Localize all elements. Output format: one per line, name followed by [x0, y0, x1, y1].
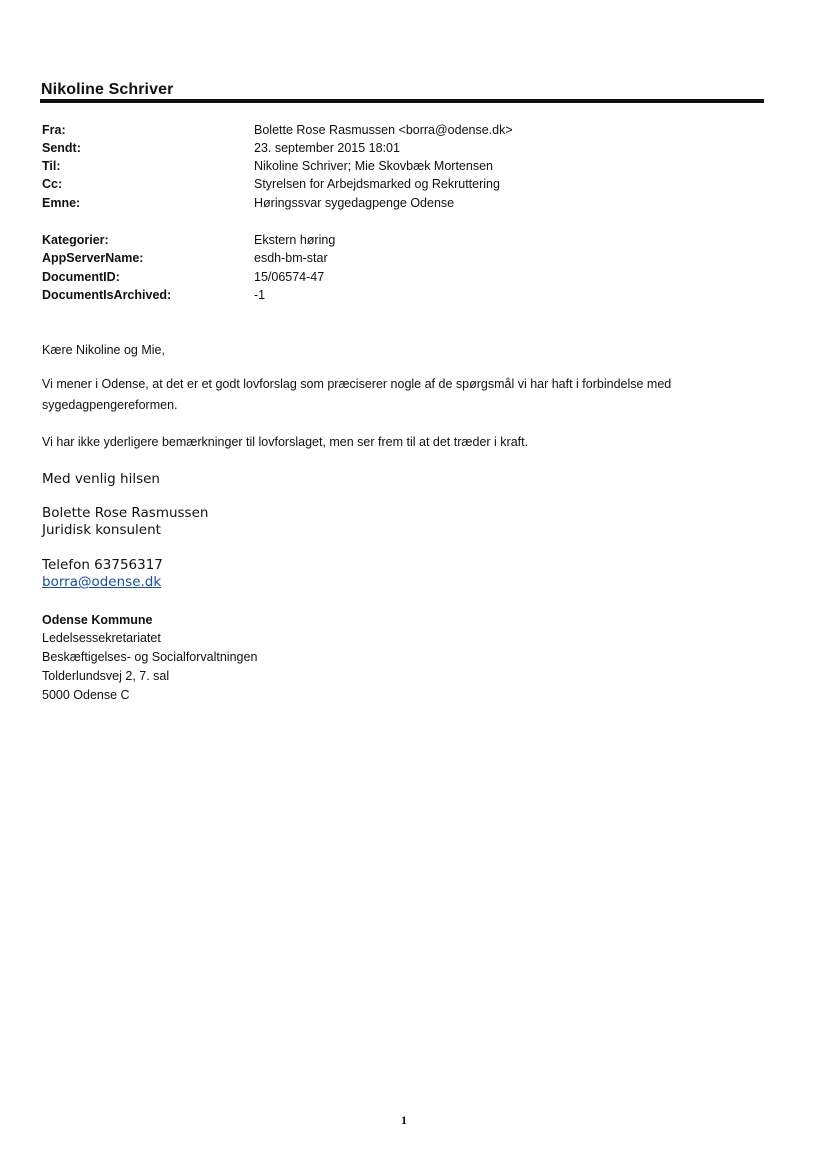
- meta-label: Cc:: [42, 177, 63, 191]
- organization-street: Tolderlundsvej 2, 7. sal: [42, 669, 170, 683]
- meta-value: Bolette Rose Rasmussen <borra@odense.dk>: [254, 123, 513, 137]
- meta-label: DocumentID:: [42, 270, 120, 284]
- meta-label: Kategorier:: [42, 233, 109, 247]
- body-paragraph: Vi har ikke yderligere bemærkninger til lovforslaget, men ser frem til at det træder i kraft.: [42, 435, 529, 449]
- meta-row-documentid: [42, 268, 762, 286]
- organization-department: Ledelsessekretariatet: [42, 631, 161, 645]
- greeting: Kære Nikoline og Mie,: [42, 343, 165, 357]
- meta-row-subject: [42, 194, 762, 212]
- meta-row-cc: [42, 175, 762, 193]
- signature-title: Juridisk konsulent: [42, 522, 161, 538]
- meta-row-sent: [42, 139, 762, 157]
- organization-city: 5000 Odense C: [42, 688, 130, 702]
- meta-label: DocumentIsArchived:: [42, 288, 172, 302]
- header-divider: [40, 99, 764, 103]
- organization-name: Odense Kommune: [42, 613, 153, 627]
- meta-row-documentisarchived: [42, 286, 762, 304]
- meta-row-to: [42, 157, 762, 175]
- signature-name: Bolette Rose Rasmussen: [42, 505, 209, 521]
- meta-label: Sendt:: [42, 141, 81, 155]
- body-paragraph: Vi mener i Odense, at det er et godt lovforslag som præciserer nogle af de spørgsmål vi har haft i forbindelse med sygedagpengereformen.: [42, 377, 672, 412]
- meta-row-categories: [42, 231, 762, 249]
- meta-row-appservername: [42, 249, 762, 267]
- meta-label: Fra:: [42, 123, 66, 137]
- meta-label: Til:: [42, 159, 61, 173]
- page-owner-name: Nikoline Schriver: [41, 81, 174, 98]
- meta-value: Høringssvar sygedagpenge Odense: [254, 196, 455, 210]
- meta-value: Nikoline Schriver; Mie Skovbæk Mortensen: [254, 159, 493, 173]
- meta-row-from: [42, 121, 762, 139]
- meta-value: 23. september 2015 18:01: [254, 141, 400, 155]
- meta-value: Ekstern høring: [254, 233, 336, 247]
- meta-value: esdh-bm-star: [254, 251, 328, 265]
- meta-value: -1: [254, 288, 266, 302]
- signature-phone: Telefon 63756317: [42, 557, 163, 573]
- page-number: 1: [401, 1113, 407, 1127]
- meta-label: AppServerName:: [42, 251, 144, 265]
- meta-label: Emne:: [42, 196, 81, 210]
- organization-division: Beskæftigelses- og Socialforvaltningen: [42, 650, 258, 664]
- meta-value: Styrelsen for Arbejdsmarked og Rekruttering: [254, 177, 500, 191]
- meta-value: 15/06574-47: [254, 270, 325, 284]
- closing: Med venlig hilsen: [42, 471, 160, 487]
- signature-email-link[interactable]: borra@odense.dk: [42, 574, 162, 590]
